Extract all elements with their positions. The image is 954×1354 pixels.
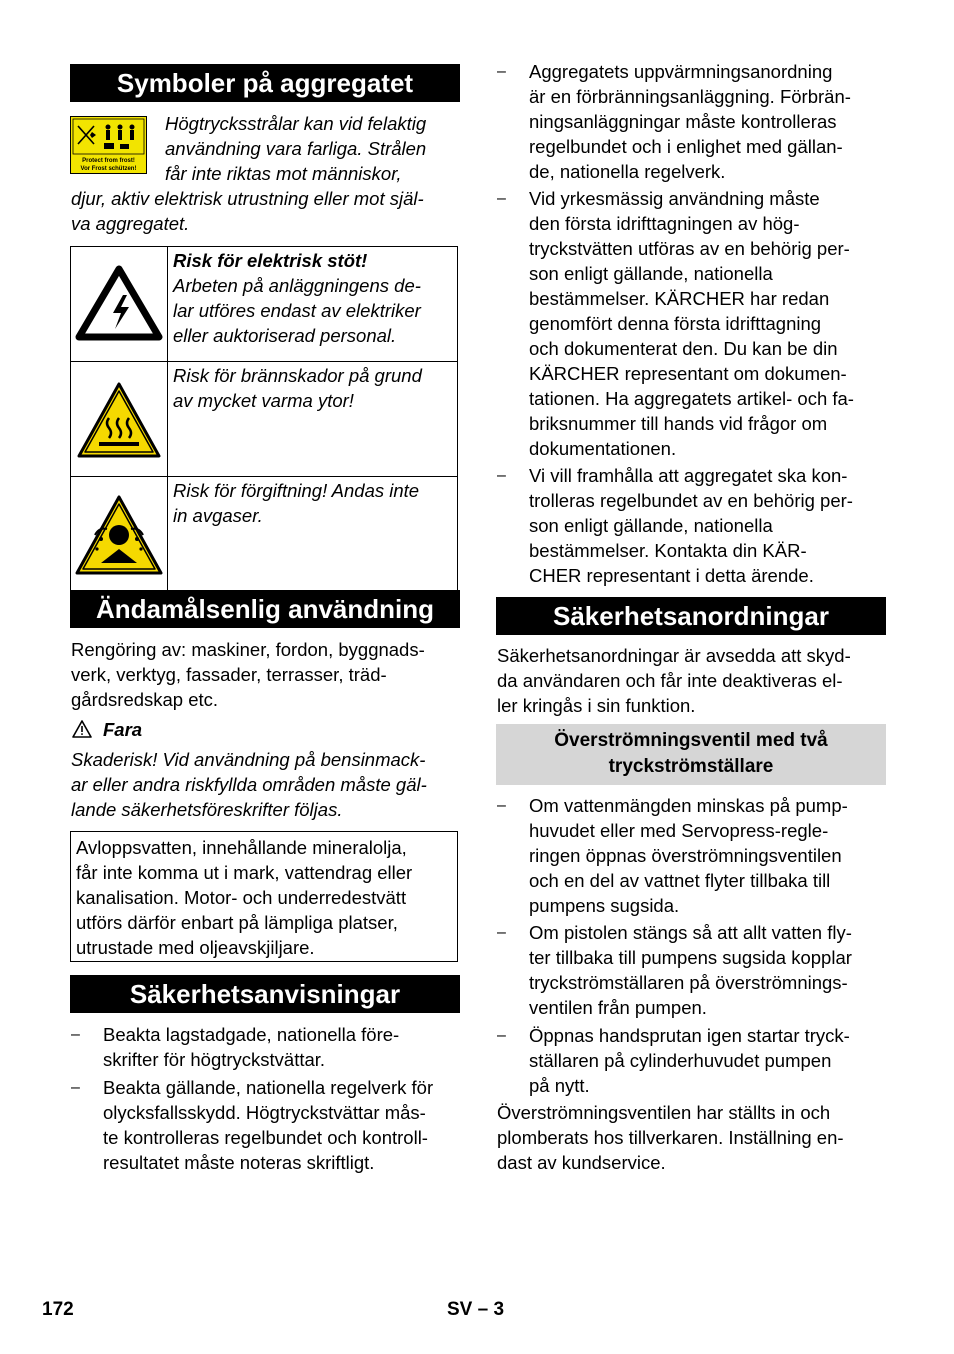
text-line: Avloppsvatten, innehållande mineralolja, — [76, 837, 407, 858]
warning-text — [168, 362, 458, 477]
dash-bullet: – — [497, 924, 506, 941]
warning-triangle-icon — [71, 719, 93, 739]
text-line: djur, aktiv elektrisk utrustning eller mot själ- — [71, 188, 424, 209]
environment-box — [70, 831, 458, 962]
icon-cell — [71, 477, 168, 592]
symbols-text — [165, 111, 426, 186]
text-line: skrifter för högtryckstvättar. — [103, 1049, 326, 1070]
label-line-1: Protect from frost! — [82, 158, 135, 164]
text-line: ningsanläggningar måste kontrolleras — [529, 111, 837, 132]
text-line: bestämmelser. Kontakta din KÄR- — [529, 540, 807, 561]
heading-symbols: Symboler på aggregatet — [70, 64, 460, 102]
icon-cell — [71, 247, 168, 362]
danger-text — [71, 747, 427, 822]
section-separator: – — [477, 1299, 489, 1320]
text-line: Överströmningsventil med två — [554, 730, 828, 751]
text-line: tryckstvätten utföras av en behörig per- — [529, 238, 850, 259]
text-line: av mycket varma ytor! — [173, 390, 354, 411]
text-line: Vi vill framhålla att aggregatet ska kon- — [529, 465, 848, 486]
hot-surface-warning-icon — [71, 362, 167, 470]
text-line: regelbundet och i enlighet med gällan- — [529, 136, 843, 157]
text-line: olycksfallsskydd. Högtryckstvättar mås- — [103, 1102, 426, 1123]
symbols-text-cont — [71, 186, 424, 236]
text-line: CHER representant i detta ärende. — [529, 565, 814, 586]
text-line: användning vara farliga. Strålen — [165, 138, 427, 159]
text-line: kanalisation. Motor- och underredestvätt — [76, 887, 407, 908]
text-line: den första idrifttagningen av hög- — [529, 213, 800, 234]
text-line: Högtrycksstrålar kan vid felaktig — [165, 113, 427, 134]
text-line: Arbeten på anläggningens de- — [173, 275, 421, 296]
dash-bullet: – — [497, 797, 506, 814]
text-line: dast av kundservice. — [497, 1152, 666, 1173]
text-line: te kontrolleras regelbundet och kontroll- — [103, 1127, 428, 1148]
section-page: 3 — [493, 1299, 505, 1320]
text-line: ställaren på cylinderhuvudet pumpen — [529, 1050, 832, 1071]
text-line: eller auktoriserad personal. — [173, 325, 397, 346]
text-line: Om vattenmängden minskas på pump- — [529, 795, 848, 816]
danger-label: Fara — [103, 719, 143, 740]
text-line: på nytt. — [529, 1075, 590, 1096]
text-line: va aggregatet. — [71, 213, 190, 234]
text-line: ventilen från pumpen. — [529, 997, 707, 1018]
text-line: Risk för brännskador på grund — [173, 365, 422, 386]
text-line: utrustade med oljeavskjiljare. — [76, 937, 315, 958]
text-line: son enligt gällande, nationella — [529, 515, 773, 536]
text-line: gårdsredskap etc. — [71, 689, 219, 710]
subheading-overflow-valve — [496, 724, 886, 785]
text-line: får inte riktas mot människor, — [165, 163, 402, 184]
section-code: SV — [447, 1299, 473, 1320]
closing-text — [497, 1100, 844, 1175]
text-line: dokumentationen. — [529, 438, 677, 459]
devices-intro — [497, 643, 851, 718]
warning-text — [168, 247, 458, 362]
text-line: bestämmelser. KÄRCHER har redan — [529, 288, 830, 309]
heading-safety-devices: Säkerhetsanordningar — [496, 597, 886, 635]
heading-safety-notes: Säkerhetsanvisningar — [70, 975, 460, 1013]
dash-bullet: – — [71, 1026, 80, 1043]
warning-row — [71, 477, 458, 592]
text-line: tationen. Ha aggregatets artikel- och fa- — [529, 388, 854, 409]
text-line: Rengöring av: maskiner, fordon, byggnads- — [71, 639, 425, 660]
text-line: utförs därför enbart på lämpliga platser, — [76, 912, 398, 933]
warning-row — [71, 362, 458, 477]
text-line: Skaderisk! Vid användning på bensinmack- — [71, 749, 426, 770]
text-line: Beakta lagstadgade, nationella före- — [103, 1024, 400, 1045]
text-line: pumpens sugsida. — [529, 895, 680, 916]
text-line: ar eller andra riskfyllda områden måste gäl- — [71, 774, 427, 795]
text-line: tryckströmställare — [608, 756, 774, 777]
text-line: KÄRCHER representant om dokumen- — [529, 363, 847, 384]
label-line-2: Vor Frost schützen! — [80, 166, 137, 172]
text-line: ler kringås i sin funktion. — [497, 695, 696, 716]
warning-table — [70, 246, 458, 592]
text-line: tryckströmställaren på överströmnings- — [529, 972, 848, 993]
toxic-fumes-warning-icon — [71, 477, 167, 585]
dash-bullet: – — [497, 190, 506, 207]
text-line: de, nationella regelverk. — [529, 161, 726, 182]
text-line: trolleras regelbundet av en behörig per- — [529, 490, 853, 511]
text-line: lar utföres endast av elektriker — [173, 300, 421, 321]
text-line: Beakta gällande, nationella regelverk för — [103, 1077, 434, 1098]
text-line: ter tillbaka till pumpens sugsida kopplar — [529, 947, 852, 968]
text-line: Öppnas handsprutan igen startar tryck- — [529, 1025, 850, 1046]
page-number: 172 — [42, 1299, 74, 1320]
text-line: Överströmningsventilen har ställts in och — [497, 1102, 831, 1123]
text-line: Om pistolen stängs så att allt vatten fly- — [529, 922, 852, 943]
text-line: verk, verktyg, fassader, terrasser, träd- — [71, 664, 387, 685]
text-line: får inte komma ut i mark, vattendrag eller — [76, 862, 413, 883]
dash-bullet: – — [71, 1079, 80, 1096]
text-line: Säkerhetsanordningar är avsedda att skyd- — [497, 645, 851, 666]
dash-bullet: – — [497, 1027, 506, 1044]
text-line: och en del av vattnet flyter tillbaka till — [529, 870, 831, 891]
dash-bullet: – — [497, 467, 506, 484]
text-line: da användaren och får inte deaktiveras el- — [497, 670, 843, 691]
machine-label-icon — [70, 116, 147, 174]
text-line: är en förbränningsanläggning. Förbrän- — [529, 86, 851, 107]
text-line: in avgaser. — [173, 505, 263, 526]
text-line: son enligt gällande, nationella — [529, 263, 773, 284]
warning-row — [71, 247, 458, 362]
usage-text — [71, 637, 425, 712]
text-line: Risk för förgiftning! Andas inte — [173, 480, 420, 501]
section-label — [447, 1297, 504, 1322]
text-line: genomfört denna första idrifttagning — [529, 313, 822, 334]
text-line: briksnummer till hands vid frågor om — [529, 413, 828, 434]
warning-text — [168, 477, 458, 592]
text-line: och dokumenterat den. Du kan be din — [529, 338, 838, 359]
text-line: resultatet måste noteras skriftligt. — [103, 1152, 375, 1173]
dash-bullet: – — [497, 63, 506, 80]
text-line: Vid yrkesmässig användning måste — [529, 188, 820, 209]
text-line: plomberats hos tillverkaren. Inställning en- — [497, 1127, 844, 1148]
warning-title: Risk för elektrisk stöt! — [173, 250, 368, 271]
icon-cell — [71, 362, 168, 477]
text-line: lande säkerhetsföreskrifter följas. — [71, 799, 343, 820]
heading-usage: Ändamålsenlig användning — [70, 590, 460, 628]
text-line: ringen öppnas överströmningsventilen — [529, 845, 842, 866]
electric-shock-warning-icon — [71, 247, 167, 355]
text-line: Aggregatets uppvärmningsanordning — [529, 61, 833, 82]
text-line: huvudet eller med Servopress-regle- — [529, 820, 829, 841]
